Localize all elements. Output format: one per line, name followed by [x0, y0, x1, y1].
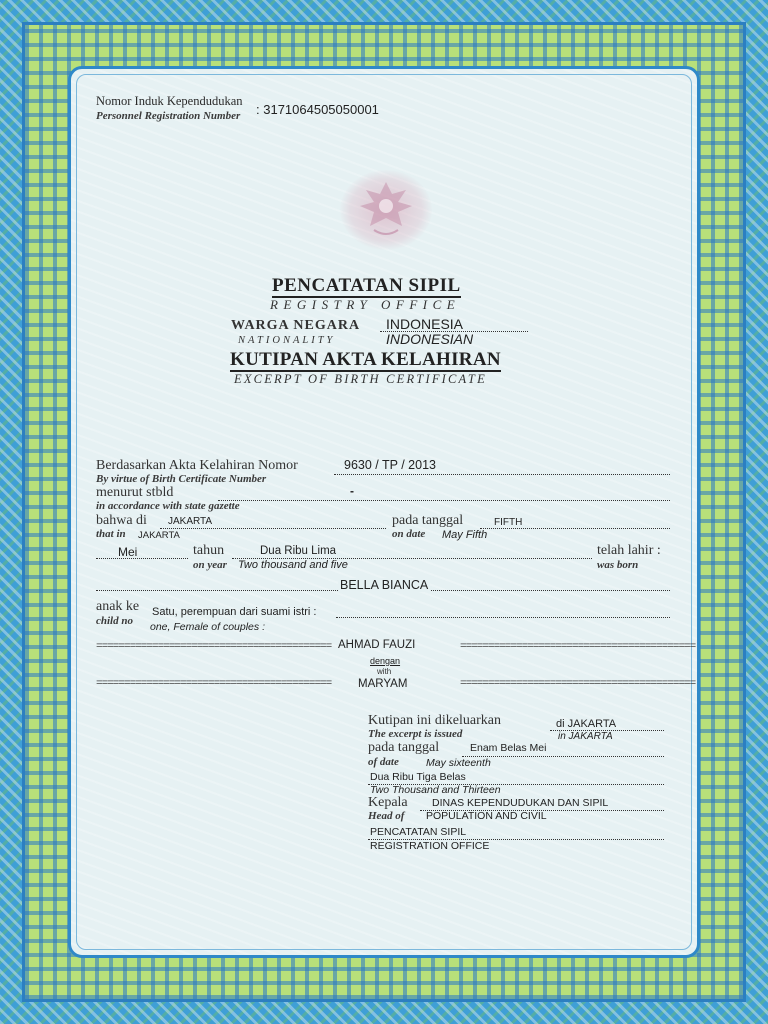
born-label-en: was born	[597, 559, 639, 571]
birth-month-value: Mei	[118, 545, 138, 559]
birth-date-label: pada tanggal	[392, 513, 464, 528]
birth-year-value-en: Two thousand and five	[238, 559, 348, 571]
cert-no-label: Berdasarkan Akta Kelahiran Nomor	[96, 458, 298, 473]
place-value: JAKARTA	[168, 516, 213, 527]
garuda-seal-icon	[340, 170, 432, 250]
issued-label: Kutipan ini dikeluarkan	[368, 713, 501, 728]
birth-date-label-en: on date	[392, 528, 426, 540]
head-label-en: Head of	[368, 810, 405, 822]
nationality-label-en: NATIONALITY	[238, 335, 336, 346]
head-value-en: POPULATION AND CIVIL	[426, 810, 547, 822]
child-name: BELLA BIANCA	[340, 578, 429, 592]
issue-date-dotted-line	[462, 756, 664, 757]
issued-dotted-line	[550, 730, 664, 731]
place-dotted-line	[160, 528, 386, 529]
document-title-en: EXCERPT OF BIRTH CERTIFICATE	[234, 372, 487, 386]
year-label-en: on year	[193, 559, 227, 571]
cert-no-label-en: By virtue of Birth Certificate Number	[96, 473, 267, 485]
nationality-dotted-line	[380, 331, 528, 332]
stbld-label-en: in accordance with state gazette	[96, 500, 240, 512]
issue-date-value: Enam Belas Mei	[470, 742, 547, 754]
head-value: DINAS KEPENDUDUKAN DAN SIPIL	[432, 797, 609, 809]
year-dotted-line	[232, 558, 592, 559]
cert-no-value: 9630 / TP / 2013	[344, 458, 436, 472]
nik-label-en: Personnel Registration Number	[96, 110, 241, 122]
mother-right-rule: ==========================================	[460, 678, 696, 690]
office-line-1: PENCATATAN SIPIL	[370, 826, 467, 838]
head-label: Kepala	[368, 795, 408, 810]
stbld-dotted-line	[218, 500, 670, 501]
birth-year-value: Dua Ribu Lima	[260, 545, 337, 557]
office-line-2: REGISTRATION OFFICE	[370, 840, 490, 852]
issue-date-label: pada tanggal	[368, 740, 440, 755]
nik-number: 3171064505050001	[263, 102, 379, 117]
nationality-label: WARGA NEGARA	[231, 318, 361, 333]
birth-date-value-en: May Fifth	[442, 529, 488, 541]
born-label: telah lahir :	[597, 543, 661, 558]
child-no-label: anak ke	[96, 599, 140, 614]
document-title: KUTIPAN AKTA KELAHIRAN	[230, 349, 501, 370]
nationality-value-en: INDONESIAN	[386, 331, 474, 347]
born-label-text: telah lahir	[597, 543, 654, 558]
with-label: dengan	[370, 656, 401, 666]
father-name: AHMAD FAUZI	[338, 639, 416, 651]
stbld-value: -	[350, 484, 354, 498]
father-right-rule: ==========================================	[460, 641, 696, 653]
office-title: PENCATATAN SIPIL	[272, 275, 461, 296]
place-label: bahwa di	[96, 513, 147, 528]
birth-date-dotted-line	[480, 528, 670, 529]
birth-date-value: FIFTH	[494, 517, 523, 528]
issued-place-en: in JAKARTA	[558, 731, 613, 742]
head-dotted-line	[420, 810, 664, 811]
issue-date-value-en: May sixteenth	[426, 757, 491, 769]
child-no-dotted-line	[336, 617, 670, 618]
with-label-en: with	[377, 667, 392, 676]
cert-no-dotted-line	[334, 474, 670, 475]
issued-place: di JAKARTA	[556, 718, 617, 730]
mother-name: MARYAM	[358, 678, 408, 690]
father-left-rule: ==========================================	[96, 641, 332, 653]
year-label: tahun	[193, 543, 225, 558]
child-no-value: Satu, perempuan dari suami istri :	[152, 606, 317, 618]
issue-year-value-en: Two Thousand and Thirteen	[370, 784, 501, 796]
nationality-value: INDONESIA	[386, 316, 464, 332]
place-value-en: JAKARTA	[138, 530, 180, 541]
issue-year-value: Dua Ribu Tiga Belas	[370, 771, 466, 783]
child-no-label-en: child no	[96, 615, 133, 627]
stbld-label: menurut stbld	[96, 485, 174, 500]
place-label-en: that in	[96, 528, 126, 540]
office-title-en: REGISTRY OFFICE	[270, 297, 461, 312]
month-dotted-line	[96, 558, 188, 559]
nik-label: Nomor Induk Kependudukan	[96, 94, 243, 108]
issue-date-label-en: of date	[368, 756, 399, 768]
issued-label-en: The excerpt is issued	[368, 728, 463, 740]
nik-value: : 3171064505050001	[256, 102, 379, 117]
child-no-value-en: one, Female of couples :	[150, 621, 265, 633]
mother-left-rule: ==========================================	[96, 678, 332, 690]
